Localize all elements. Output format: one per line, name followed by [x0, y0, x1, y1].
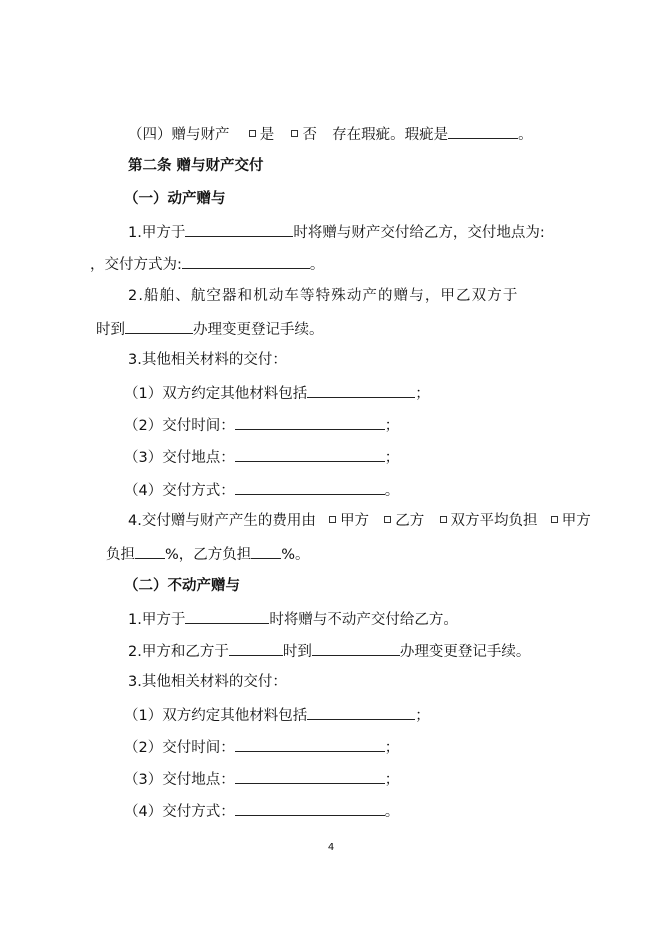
movable-item-1-a: 1.甲方于	[128, 225, 186, 241]
immovable-sub-3-label: （3）交付地点：	[124, 772, 235, 788]
movable-item-1	[128, 221, 545, 243]
movable-sub-1-label: （1）双方约定其他材料包括	[124, 386, 308, 402]
movable-item-1-d: 。	[309, 257, 325, 273]
movable-materials-blank[interactable]	[307, 382, 415, 398]
period: 。	[518, 127, 533, 143]
movable-heading: （一）动产赠与	[124, 191, 226, 207]
checkbox-party-a-ratio[interactable]	[551, 516, 558, 523]
movable-item-2-c: 办理变更登记手续。	[193, 322, 324, 338]
movable-item-4-d: %。	[281, 547, 310, 563]
semicolon: ；	[384, 418, 400, 434]
movable-sub-4	[124, 479, 399, 501]
party-b-percent-blank[interactable]	[251, 543, 281, 559]
immovable-item-2-b: 时到	[282, 644, 312, 660]
immovable-sub-1	[124, 704, 430, 726]
movable-sub-2-label: （2）交付时间：	[124, 418, 235, 434]
immovable-item-1	[128, 608, 458, 630]
immovable-item-3: 3.其他相关材料的交付：	[128, 674, 287, 690]
option-party-b: 乙方	[395, 513, 425, 529]
movable-method-blank[interactable]	[235, 479, 385, 495]
checkbox-yes[interactable]	[249, 130, 256, 137]
period: 。	[384, 483, 400, 499]
movable-sub-3-label: （3）交付地点：	[124, 450, 235, 466]
immovable-registration-place-blank[interactable]	[312, 640, 400, 656]
checkbox-party-b[interactable]	[384, 516, 391, 523]
article-2-title: 第二条 赠与财产交付	[128, 158, 264, 174]
option-party-a-ratio: 甲方	[561, 513, 591, 529]
period: 。	[384, 804, 400, 820]
immovable-item-2	[128, 640, 530, 662]
movable-item-4-b: 负担	[106, 547, 135, 563]
movable-item-3: 3.其他相关材料的交付：	[128, 352, 287, 368]
movable-time-blank[interactable]	[235, 414, 385, 430]
immovable-sub-2-label: （2）交付时间：	[124, 740, 235, 756]
movable-item-4-a: 4.交付赠与财产产生的费用由	[128, 513, 316, 529]
immovable-item-2-a: 2.甲方和乙方于	[128, 644, 229, 660]
semicolon: ；	[415, 708, 430, 724]
immovable-heading: （二）不动产赠与	[124, 578, 240, 594]
page-number: 4	[327, 842, 335, 853]
option-yes-label: 是	[259, 127, 275, 143]
movable-item-1-b: 时将赠与财产交付给乙方，交付地点为:	[293, 225, 545, 241]
option-no-label: 否	[302, 127, 317, 143]
movable-item-1-c: ，交付方式为:	[90, 257, 182, 273]
movable-registration-place-blank[interactable]	[125, 318, 193, 334]
immovable-sub-2	[124, 736, 399, 758]
semicolon: ；	[384, 772, 400, 788]
checkbox-no[interactable]	[291, 130, 298, 137]
immovable-place-blank[interactable]	[235, 768, 385, 784]
immovable-registration-time-blank[interactable]	[229, 640, 283, 656]
immovable-time-blank[interactable]	[235, 736, 385, 752]
movable-sub-2	[124, 414, 399, 436]
movable-sub-3	[124, 446, 399, 468]
option-party-a: 甲方	[340, 513, 370, 529]
movable-delivery-time-blank[interactable]	[185, 221, 293, 237]
section-4-defect-line	[128, 123, 533, 145]
immovable-materials-blank[interactable]	[307, 704, 415, 720]
immovable-item-2-c: 办理变更登记手续。	[399, 644, 531, 660]
movable-place-blank[interactable]	[235, 446, 385, 462]
immovable-item-1-a: 1.甲方于	[128, 612, 186, 628]
defect-blank[interactable]	[448, 123, 518, 139]
immovable-method-blank[interactable]	[235, 800, 385, 816]
movable-item-4-c: %，乙方负担	[165, 547, 252, 563]
movable-item-1-cont	[90, 253, 324, 275]
semicolon: ；	[384, 740, 400, 756]
movable-sub-4-label: （4）交付方式：	[124, 483, 235, 499]
immovable-sub-1-label: （1）双方约定其他材料包括	[124, 708, 308, 724]
immovable-sub-3	[124, 768, 399, 790]
immovable-delivery-time-blank[interactable]	[185, 608, 269, 624]
defect-text: 存在瑕疵。瑕疵是	[332, 127, 449, 143]
option-shared: 双方平均负担	[450, 513, 538, 529]
movable-sub-1	[124, 382, 430, 404]
movable-item-4	[128, 511, 591, 531]
immovable-item-1-b: 时将赠与不动产交付给乙方。	[269, 612, 458, 628]
section-4-prefix: （四）赠与财产	[128, 127, 230, 143]
movable-item-2: 2.船舶、航空器和机动车等特殊动产的赠与，甲乙双方于	[128, 288, 519, 304]
movable-item-4-cont	[106, 543, 310, 565]
movable-item-2-cont	[96, 318, 324, 340]
party-a-percent-blank[interactable]	[135, 543, 165, 559]
movable-delivery-method-blank[interactable]	[182, 253, 310, 269]
semicolon: ；	[415, 386, 430, 402]
checkbox-shared[interactable]	[440, 516, 447, 523]
movable-item-2-b: 时到	[96, 322, 125, 338]
semicolon: ；	[384, 450, 400, 466]
checkbox-party-a[interactable]	[329, 516, 336, 523]
immovable-sub-4-label: （4）交付方式：	[124, 804, 235, 820]
immovable-sub-4	[124, 800, 399, 822]
